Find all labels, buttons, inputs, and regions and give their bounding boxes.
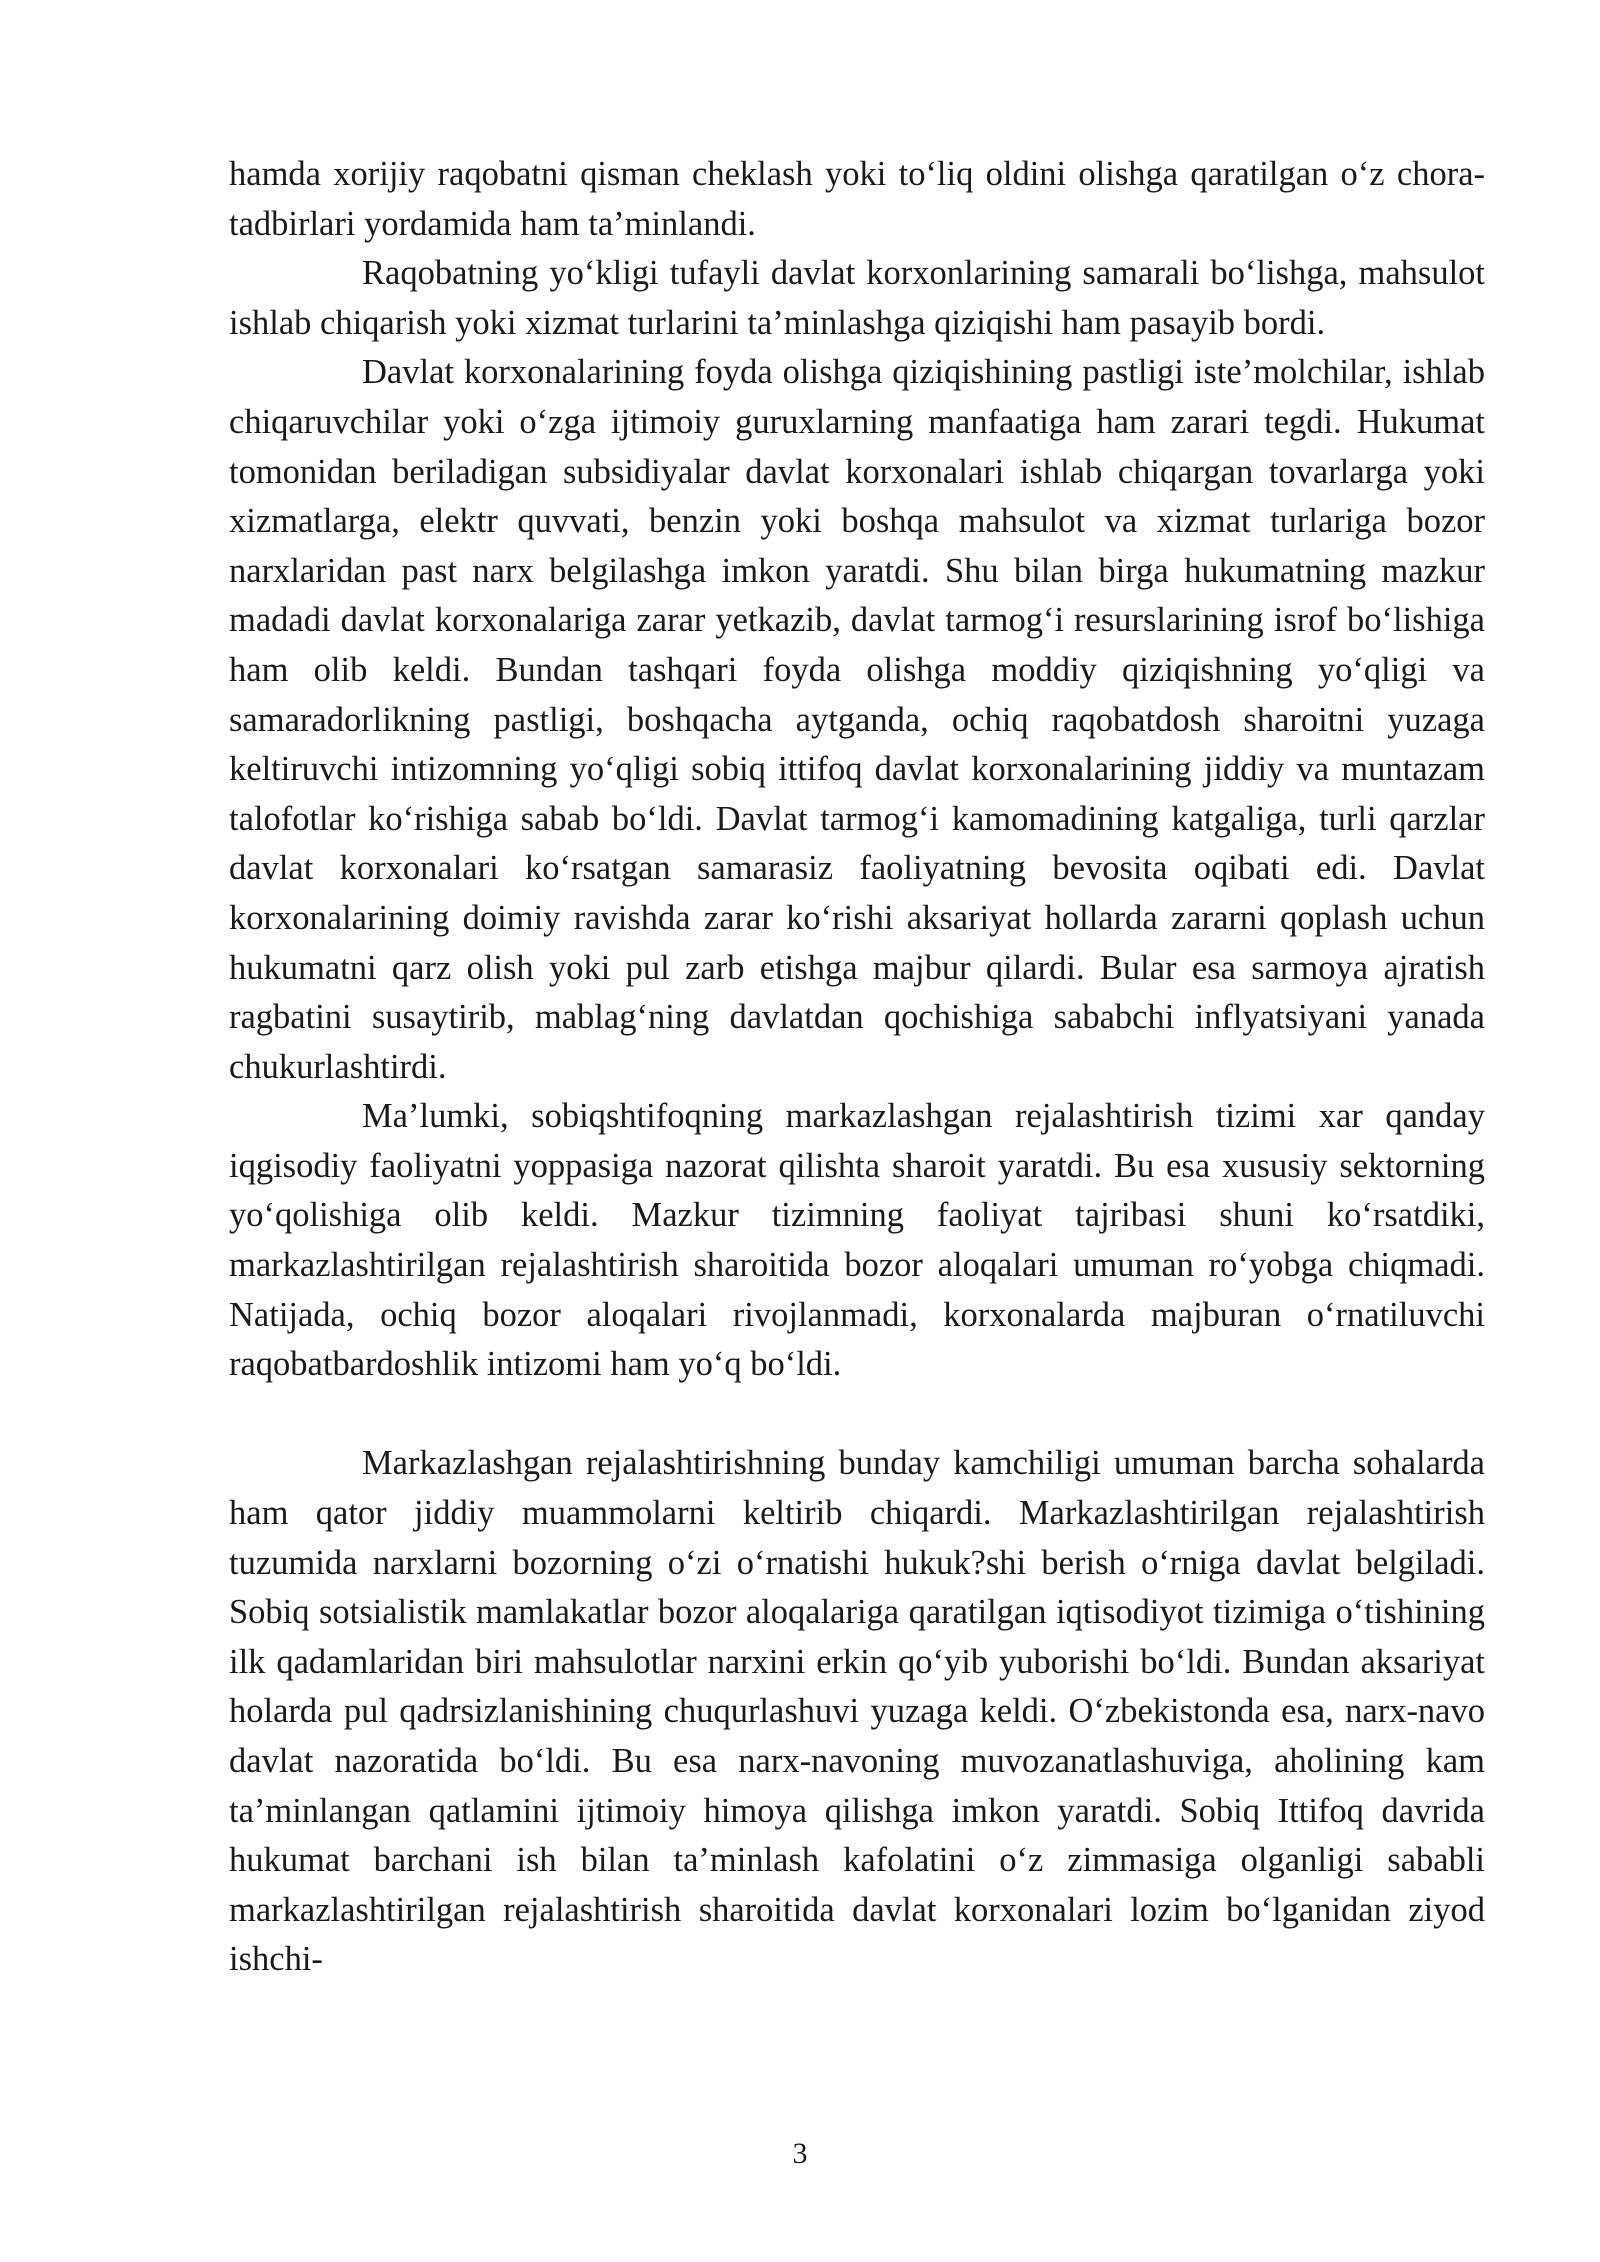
paragraph-planning-shortcomings: Markazlashgan rejalashtirishning bunday kamchiligi umuman barcha sohalarda ham qator jiddiy muammolarni keltirib chiqardi. Markazlashtirilgan rejalashtirish tuzumida narxlarni bozorning o‘zi o‘rnatishi hukuk?shi berish o‘rniga davlat belgiladi. Sobiq sotsialistik mamlakatlar bozor aloqalariga qaratilgan iqtisodiyot tizimiga o‘tishining ilk qadamlaridan biri mahsulotlar narxini erkin qo‘yib yuborishi bo‘ldi. Bundan aksariyat holarda pul qadrsizlanishining chuqurlashuvi yuzaga keldi. O‘zbekistonda esa, narx-navo davlat nazoratida bo‘ldi. Bu esa narx-navoning muvozanatlashuviga, aholining kam ta’minlangan qatlamini ijtimoiy himoya qilishga imkon yaratdi. Sobiq Ittifoq davrida hukumat barchani ish bilan ta’minlash kafolatini o‘z zimmasiga olganligi sababli markazlashtirilgan rejalashtirish sharoitida davlat korxonalari lozim bo‘lganidan ziyod ishchi- [229, 1444, 1485, 1979]
page-number: 3 [792, 2137, 808, 2170]
paragraph-state-enterprises: Davlat korxonalarining foyda olishga qiziqishining pastligi iste’molchilar, ishlab chiqaruvchilar yoki o‘zga ijtimoiy guruxlarning manfaatiga ham zarari tegdi. Hukumat tomonidan beriladigan subsidiyalar davlat korxonalari ishlab chiqargan tovarlarga yoki xizmatlarga, elektr quvvati, benzin yoki boshqa mahsulot va xizmat turlariga bozor narxlaridan past narx belgilashga imkon yaratdi. Shu bilan birga hukumatning mazkur madadi davlat korxonalariga zarar yetkazib, davlat tarmog‘i resurslarining isrof bo‘lishiga ham olib keldi. Bundan tashqari foyda olishga moddiy qiziqishning yo‘qligi va samaradorlikning pastligi, boshqacha aytganda, ochiq raqobatdosh sharoitni yuzaga keltiruvchi intizomning yo‘qligi sobiq ittifoq davlat korxonalarining jiddiy va muntazam talofotlar ko‘rishiga sabab bo‘ldi. Davlat tarmog‘i kamomadining katgaliga, turli qarzlar davlat korxonalari ko‘rsatgan samarasiz faoliyatning bevosita oqibati edi. Davlat korxonalarining doimiy ravishda zarar ko‘rishi aksariyat hollarda zararni qoplash uchun hukumatni qarz olish yoki pul zarb etishga majbur qilardi. Bular esa sarmoya ajratish ragbatini susaytirib, mablag‘ning davlatdan qochishiga sababchi inflyatsiyani yanada chukurlashtirdi. [229, 353, 1485, 1086]
document-body [229, 150, 1485, 1985]
paragraph-central-planning: Ma’lumki, sobiqshtifoqning markazlashgan rejalashtirish tizimi xar qanday iqgisodiy faoliyatni yoppasiga nazorat qilishta sharoit yaratdi. Bu esa xususiy sektorning yo‘qolishiga olib keldi. Mazkur tizimning faoliyat tajribasi shuni ko‘rsatdiki, markazlashtirilgan rejalashtirish sharoitida bozor aloqalari umuman ro‘yobga chiqmadi. Natijada, ochiq bozor aloqalari rivojlanmadi, korxonalarda majburan o‘rnatiluvchi raqobatbardoshlik intizomi ham yo‘q bo‘ldi. [229, 1097, 1485, 1384]
paragraph-continuation: hamda xorijiy raqobatni qisman cheklash yoki to‘liq oldini olishga qaratilgan o‘z chora-tadbirlari yordamida ham ta’minlandi. [229, 155, 1485, 243]
paragraph-competition: Raqobatning yo‘kligi tufayli davlat korxonlarining samarali bo‘lishga, mahsulot ishlab chiqarish yoki xizmat turlarini ta’minlashga qiziqishi ham pasayib bordi. [229, 254, 1485, 342]
